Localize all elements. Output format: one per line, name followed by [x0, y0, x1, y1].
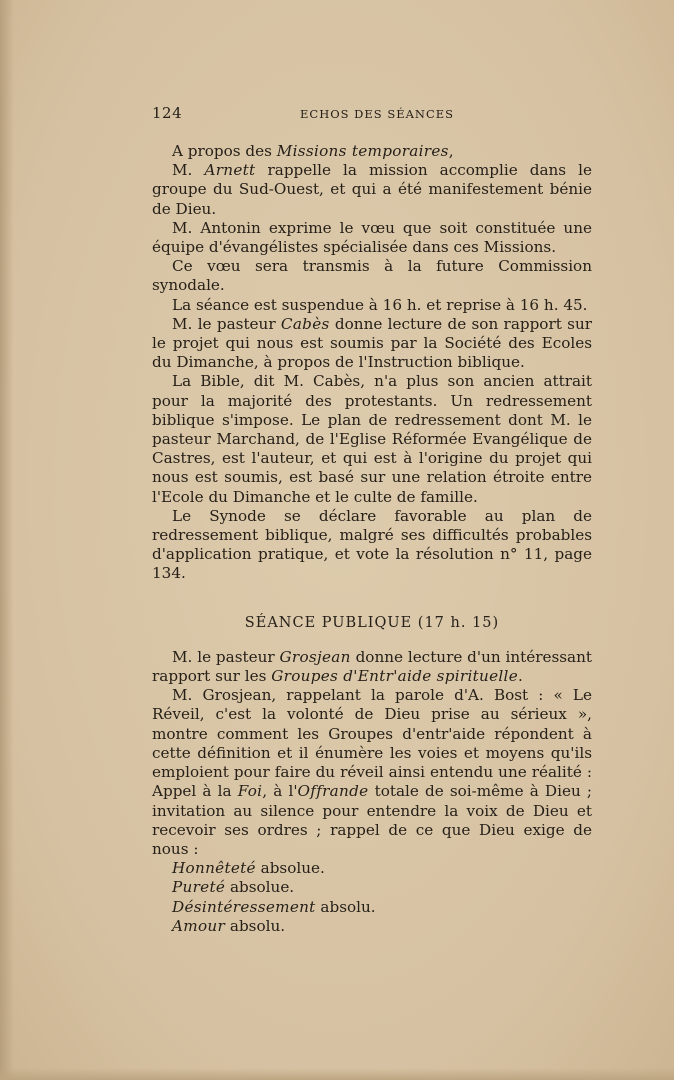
- paragraph: La séance est suspendue à 16 h. et reprise à 16 h. 45.: [172, 295, 588, 314]
- italic-name: Grosjean: [279, 647, 351, 666]
- body-text: [152, 142, 592, 936]
- list-item: [152, 878, 592, 897]
- text-run: M. Grosjean, rappelant la parole d'A. Bost : « Le Réveil, c'est la volonté de Dieu prise au sérieux », montre comment les Groupes d'entr'aide répondent à cette définition et il énumère les voies et moyens qu'ils emploient pour faire du réveil ainsi entendu une réalité : Appel à la: [152, 686, 592, 801]
- paragraph: [152, 315, 592, 373]
- text-run: .: [518, 667, 523, 686]
- text-run: absolu.: [225, 916, 286, 935]
- page-number: 124: [152, 104, 183, 122]
- italic-term: Groupes d'Entr'aide spirituelle: [271, 667, 519, 686]
- text-run: , à l': [262, 782, 298, 801]
- italic-name: Arnett: [204, 161, 256, 180]
- text-run: ,: [448, 142, 454, 160]
- text-run: rappelle la mission accomplie dans le groupe du Sud-Ouest, et qui a été manifestement bénie de Dieu.: [152, 161, 592, 218]
- paragraph: M. Antonin exprime le vœu que soit constituée une équipe d'évangélistes spécialisée dans ces Missions.: [152, 218, 592, 257]
- text-run: donne lecture d'un intéressant rapport sur les: [152, 647, 592, 686]
- paragraph: [152, 161, 592, 219]
- italic-term: Désintéressement: [172, 897, 316, 916]
- section-heading: SÉANCE PUBLIQUE (17 h. 15): [244, 614, 500, 631]
- virtues-list: [152, 859, 592, 936]
- italic-term: Missions temporaires: [276, 142, 449, 160]
- page-edge-shadow: [0, 0, 14, 1080]
- list-item: [152, 859, 592, 878]
- text-run: A propos des: [172, 142, 277, 160]
- page-bottom-shadow: [0, 1068, 674, 1080]
- text-run: M.: [172, 161, 205, 180]
- text-run: M. le pasteur: [172, 647, 280, 666]
- list-item: [152, 898, 592, 917]
- italic-name: Cabès: [280, 314, 330, 333]
- text-run: M. le pasteur: [172, 314, 281, 333]
- italic-term: Amour: [172, 916, 226, 935]
- text-run: absolue.: [255, 859, 325, 878]
- text-run: donne lecture de son rapport sur le projet qui nous est soumis par la Société des Ecoles du Dimanche, à propos de l'Instruction biblique.: [152, 314, 592, 372]
- paragraph: [152, 686, 592, 859]
- paragraph: [152, 142, 592, 161]
- text-run: absolue.: [225, 878, 295, 897]
- paragraph: Le Synode se déclare favorable au plan de redressement biblique, malgré ses difficultés probables d'application pratique, et vote la résolution n° 11, page 134.: [152, 506, 592, 583]
- italic-term: Foi: [237, 782, 263, 801]
- paragraph: [152, 648, 592, 686]
- list-item: [152, 917, 592, 936]
- paragraph: La Bible, dit M. Cabès, n'a plus son ancien attrait pour la majorité des protestants. Un redressement biblique s'impose. Le plan de redressement dont M. le pasteur Marchand, de l'Eglise Réformée Evangélique de Castres, est l'auteur, et qui est à l'origine du projet qui nous est soumis, est basé sur une relation étroite entre l'Ecole du Dimanche et le culte de famille.: [152, 372, 592, 506]
- running-title: ECHOS DES SÉANCES: [300, 107, 455, 121]
- text-run: totale de soi-même à Dieu ; invitation au silence pour entendre la voix de Dieu et recevoir ses ordres ; rappel de ce que Dieu exige de nous :: [152, 782, 592, 858]
- paragraph: Ce vœu sera transmis à la future Commission synodale.: [152, 257, 592, 295]
- italic-term: Pureté: [172, 878, 226, 897]
- page-header: [152, 104, 592, 128]
- italic-term: Offrande: [297, 782, 369, 801]
- italic-term: Honnêteté: [172, 859, 256, 878]
- text-run: absolu.: [315, 897, 376, 916]
